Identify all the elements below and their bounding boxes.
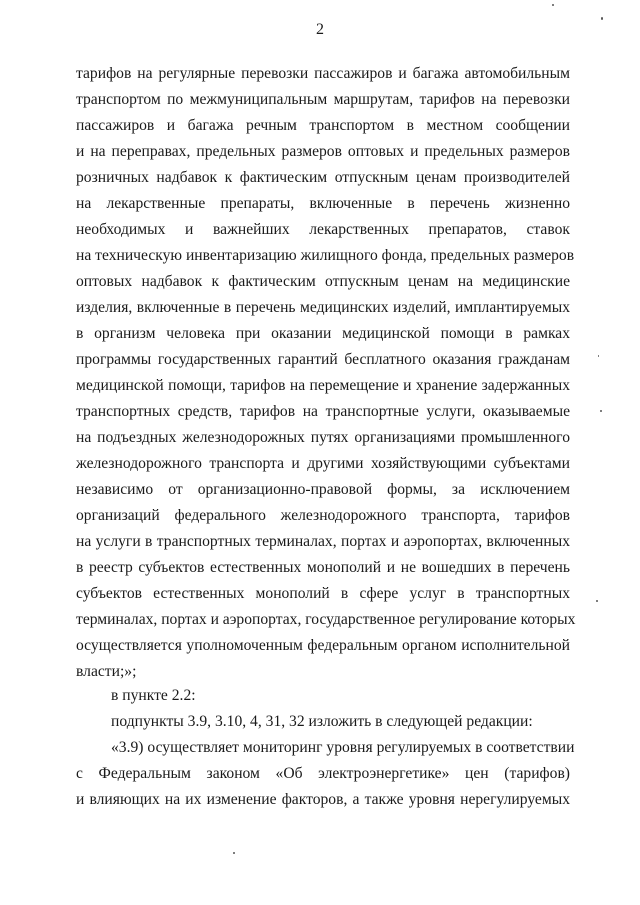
text-line: на подъездных железнодорожных путях организациями промышленного bbox=[76, 429, 570, 446]
text-line: и влияющих на их изменение факторов, а также уровня нерегулируемых bbox=[76, 791, 570, 808]
scan-speck bbox=[600, 410, 602, 412]
text-line: подпункты 3.9, 3.10, 4, 31, 32 изложить в следующей редакции: bbox=[111, 713, 533, 730]
text-line: тарифов на регулярные перевозки пассажиров и багажа автомобильным bbox=[76, 65, 570, 82]
text-line: железнодорожного транспорта и другими хозяйствующими субъектами bbox=[76, 455, 570, 472]
text-line: в реестр субъектов естественных монополий и не вошедших в перечень bbox=[76, 559, 570, 576]
text-line: на услуги в транспортных терминалах, портах и аэропортах, включенных bbox=[76, 533, 570, 550]
scan-speck bbox=[552, 4, 554, 6]
scan-speck bbox=[233, 852, 235, 854]
text-line: в организм человека при оказании медицинской помощи в рамках bbox=[76, 325, 570, 342]
text-line: транспортом по межмуниципальным маршрутам, тарифов на перевозки bbox=[76, 91, 570, 108]
text-line: осуществляется уполномоченным федеральным органом исполнительной bbox=[76, 637, 570, 654]
text-line: оптовых надбавок к фактическим отпускным ценам на медицинские bbox=[76, 273, 570, 290]
text-line: транспортных средств, тарифов на транспортные услуги, оказываемые bbox=[76, 403, 570, 420]
paragraph-subpoint-3-9 bbox=[76, 735, 575, 813]
text-line: организаций федерального железнодорожного транспорта, тарифов bbox=[76, 507, 570, 524]
text-line: с Федеральным законом «Об электроэнергетике» цен (тарифов) bbox=[76, 765, 570, 782]
text-line: медицинской помощи, тарифов на перемещение и хранение задержанных bbox=[76, 377, 570, 394]
text-line: власти;»; bbox=[76, 663, 137, 680]
text-line: и на переправах, предельных размеров оптовых и предельных размеров bbox=[76, 143, 570, 160]
text-line: программы государственных гарантий бесплатного оказания гражданам bbox=[76, 351, 570, 368]
text-line: терминалах, портах и аэропортах, государственное регулирование которых bbox=[76, 611, 576, 628]
scan-speck bbox=[601, 17, 603, 20]
text-line: в пункте 2.2: bbox=[111, 687, 196, 704]
paragraph-tariffs bbox=[76, 61, 576, 685]
scan-speck bbox=[598, 355, 599, 357]
paragraph-subpoints bbox=[76, 709, 570, 735]
text-line: розничных надбавок к фактическим отпускным ценам производителей bbox=[76, 169, 570, 186]
paragraph-point-2-2 bbox=[76, 683, 570, 709]
text-line: на техническую инвентаризацию жилищного фонда, предельных размеров bbox=[76, 247, 575, 264]
text-line: субъектов естественных монополий в сфере услуг в транспортных bbox=[76, 585, 570, 602]
text-line: необходимых и важнейших лекарственных препаратов, ставок bbox=[76, 221, 570, 238]
text-line: изделия, включенные в перечень медицинских изделий, имплантируемых bbox=[76, 299, 570, 316]
text-line: «3.9) осуществляет мониторинг уровня регулируемых в соответствии bbox=[111, 739, 575, 756]
text-line: независимо от организационно-правовой формы, за исключением bbox=[76, 481, 570, 498]
text-line: на лекарственные препараты, включенные в перечень жизненно bbox=[76, 195, 570, 212]
text-line: пассажиров и багажа речным транспортом в местном сообщении bbox=[76, 117, 570, 134]
page-number: 2 bbox=[316, 21, 324, 38]
scan-speck bbox=[596, 600, 598, 602]
